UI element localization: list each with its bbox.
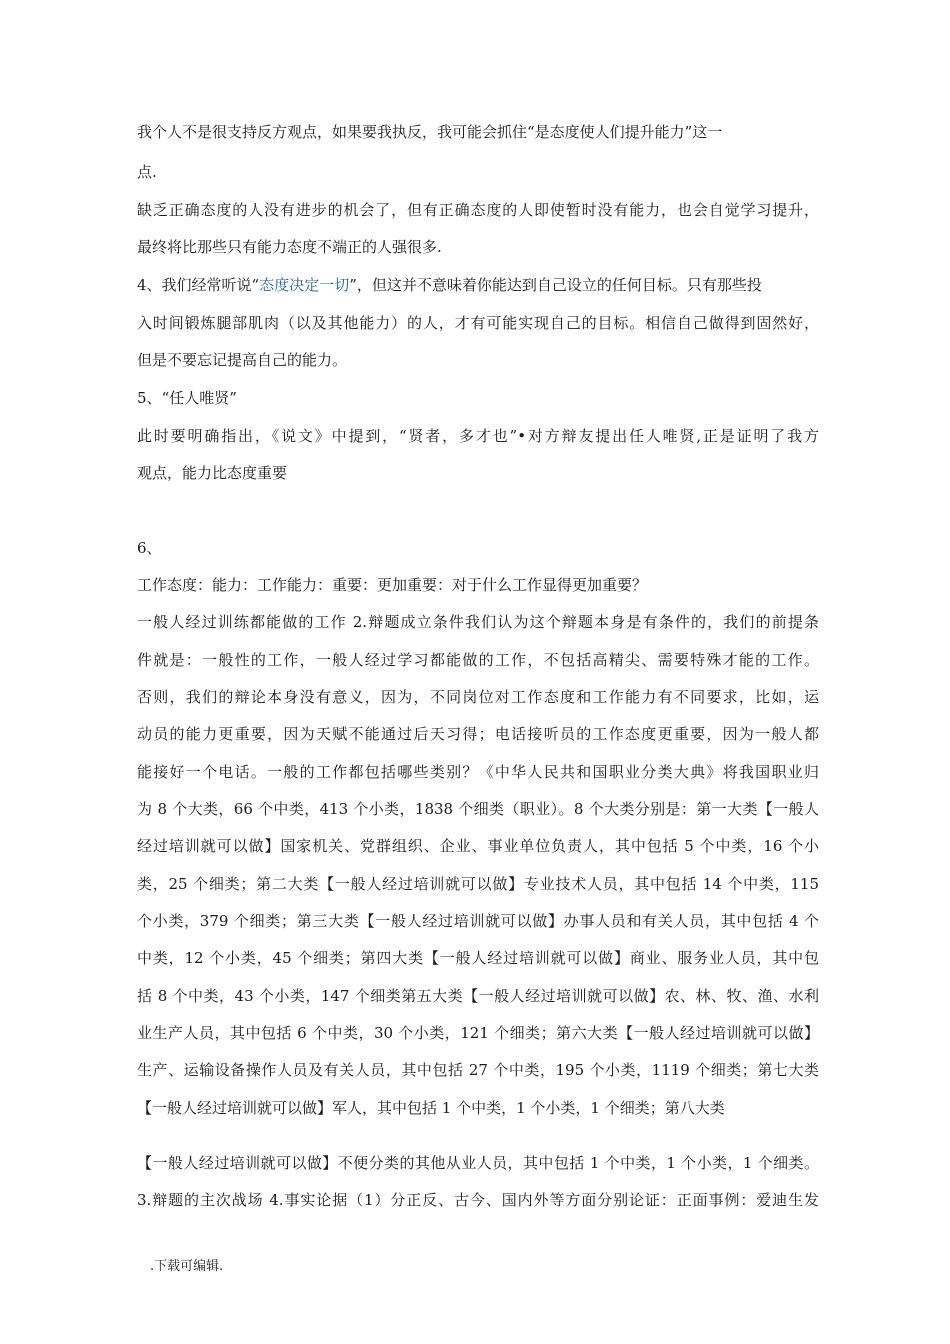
text-line-with-link	[137, 275, 762, 295]
text-line: 此时要明确指出，《说文》中提到，“贤者，多才也”•对方辩友提出任人唯贤,正是证明了我方	[137, 427, 819, 445]
text-line: 点.	[137, 163, 157, 181]
text-line: 经过培训就可以做】国家机关、党群组织、企业、事业单位负责人，其中包括 5 个中类，16 个小	[137, 837, 819, 855]
text-line: 【一般人经过培训就可以做】军人，其中包括 1 个中类，1 个小类，1 个细类；第八大类	[137, 1099, 725, 1117]
text-line: 5、“任人唯贤”	[137, 389, 237, 407]
text-line: 个小类，379 个细类；第三大类【一般人经过培训就可以做】办事人员和有关人员，其中包括 4 个	[137, 912, 819, 930]
text-line: 我个人不是很支持反方观点，如果要我执反，我可能会抓住“是态度使人们提升能力”这一	[137, 123, 723, 141]
text-line: 入时间锻炼腿部肌肉（以及其他能力）的人，才有可能实现自己的目标。相信自己做得到固然好，	[137, 314, 819, 332]
section-number: 6、	[137, 539, 162, 557]
text-line: 类，25 个细类；第二大类【一般人经过培训就可以做】专业技术人员，其中包括 14 个中类，115	[137, 875, 819, 893]
text-line: 缺乏正确态度的人没有进步的机会了，但有正确态度的人即使暂时没有能力，也会自觉学习提升，	[137, 201, 819, 219]
text-line: 最终将比那些只有能力态度不端正的人强很多.	[137, 238, 442, 256]
text-line: 否则，我们的辩论本身没有意义，因为，不同岗位对工作态度和工作能力有不同要求，比如，运	[137, 688, 819, 706]
text-line: 动员的能力更重要，因为天赋不能通过后天习得；电话接听员的工作态度更重要，因为一般人都	[137, 725, 819, 743]
text-line: 但是不要忘记提高自己的能力。	[137, 351, 348, 369]
text-line: 业生产人员，其中包括 6 个中类，30 个小类，121 个细类；第六大类【一般人经过培训就可以做】	[137, 1024, 819, 1042]
text-line: 件就是：一般性的工作，一般人经过学习都能做的工作，不包括高精尖、需要特殊才能的工作。	[137, 651, 819, 669]
text-line: 一般人经过训练都能做的工作 2.辩题成立条件我们认为这个辩题本身是有条件的，我们的前提条	[137, 613, 819, 631]
attitude-link[interactable]: 态度决定一切	[259, 276, 350, 294]
text-line: 为 8 个大类，66 个中类，413 个小类，1838 个细类（职业）。8 个大类分别是：第一大类【一般人	[137, 800, 819, 818]
text-line: 中类，12 个小类，45 个细类；第四大类【一般人经过培训就可以做】商业、服务业人员，其中包	[137, 949, 819, 967]
text-line: 观点，能力比态度重要	[137, 464, 288, 482]
text-line: 生产、运输设备操作人员及有关人员，其中包括 27 个中类，195 个小类，1119 个细类；第七大类	[137, 1061, 819, 1079]
text-line: 【一般人经过培训就可以做】不便分类的其他从业人员，其中包括 1 个中类，1 个小类，1 个细类。	[137, 1154, 819, 1172]
text-segment: 4、我们经常听说“	[137, 276, 260, 294]
text-line: 能接好一个电话。一般的工作都包括哪些类别？《中华人民共和国职业分类大典》将我国职业归	[137, 763, 819, 781]
text-line: 3.辩题的主次战场 4.事实论据（1）分正反、古今、国内外等方面分别论证：正面事例：爱迪生发	[137, 1191, 819, 1209]
text-segment: ”，但这并不意味着你能达到自己设立的任何目标。只有那些投	[349, 276, 762, 294]
text-line: 工作态度：能力：工作能力：重要：更加重要：对于什么工作显得更加重要？	[137, 576, 648, 594]
text-line: 括 8 个中类，43 个小类，147 个细类第五大类【一般人经过培训就可以做】农、林、牧、渔、水利	[137, 987, 819, 1005]
page-footer: .下载可编辑.	[150, 1259, 224, 1274]
